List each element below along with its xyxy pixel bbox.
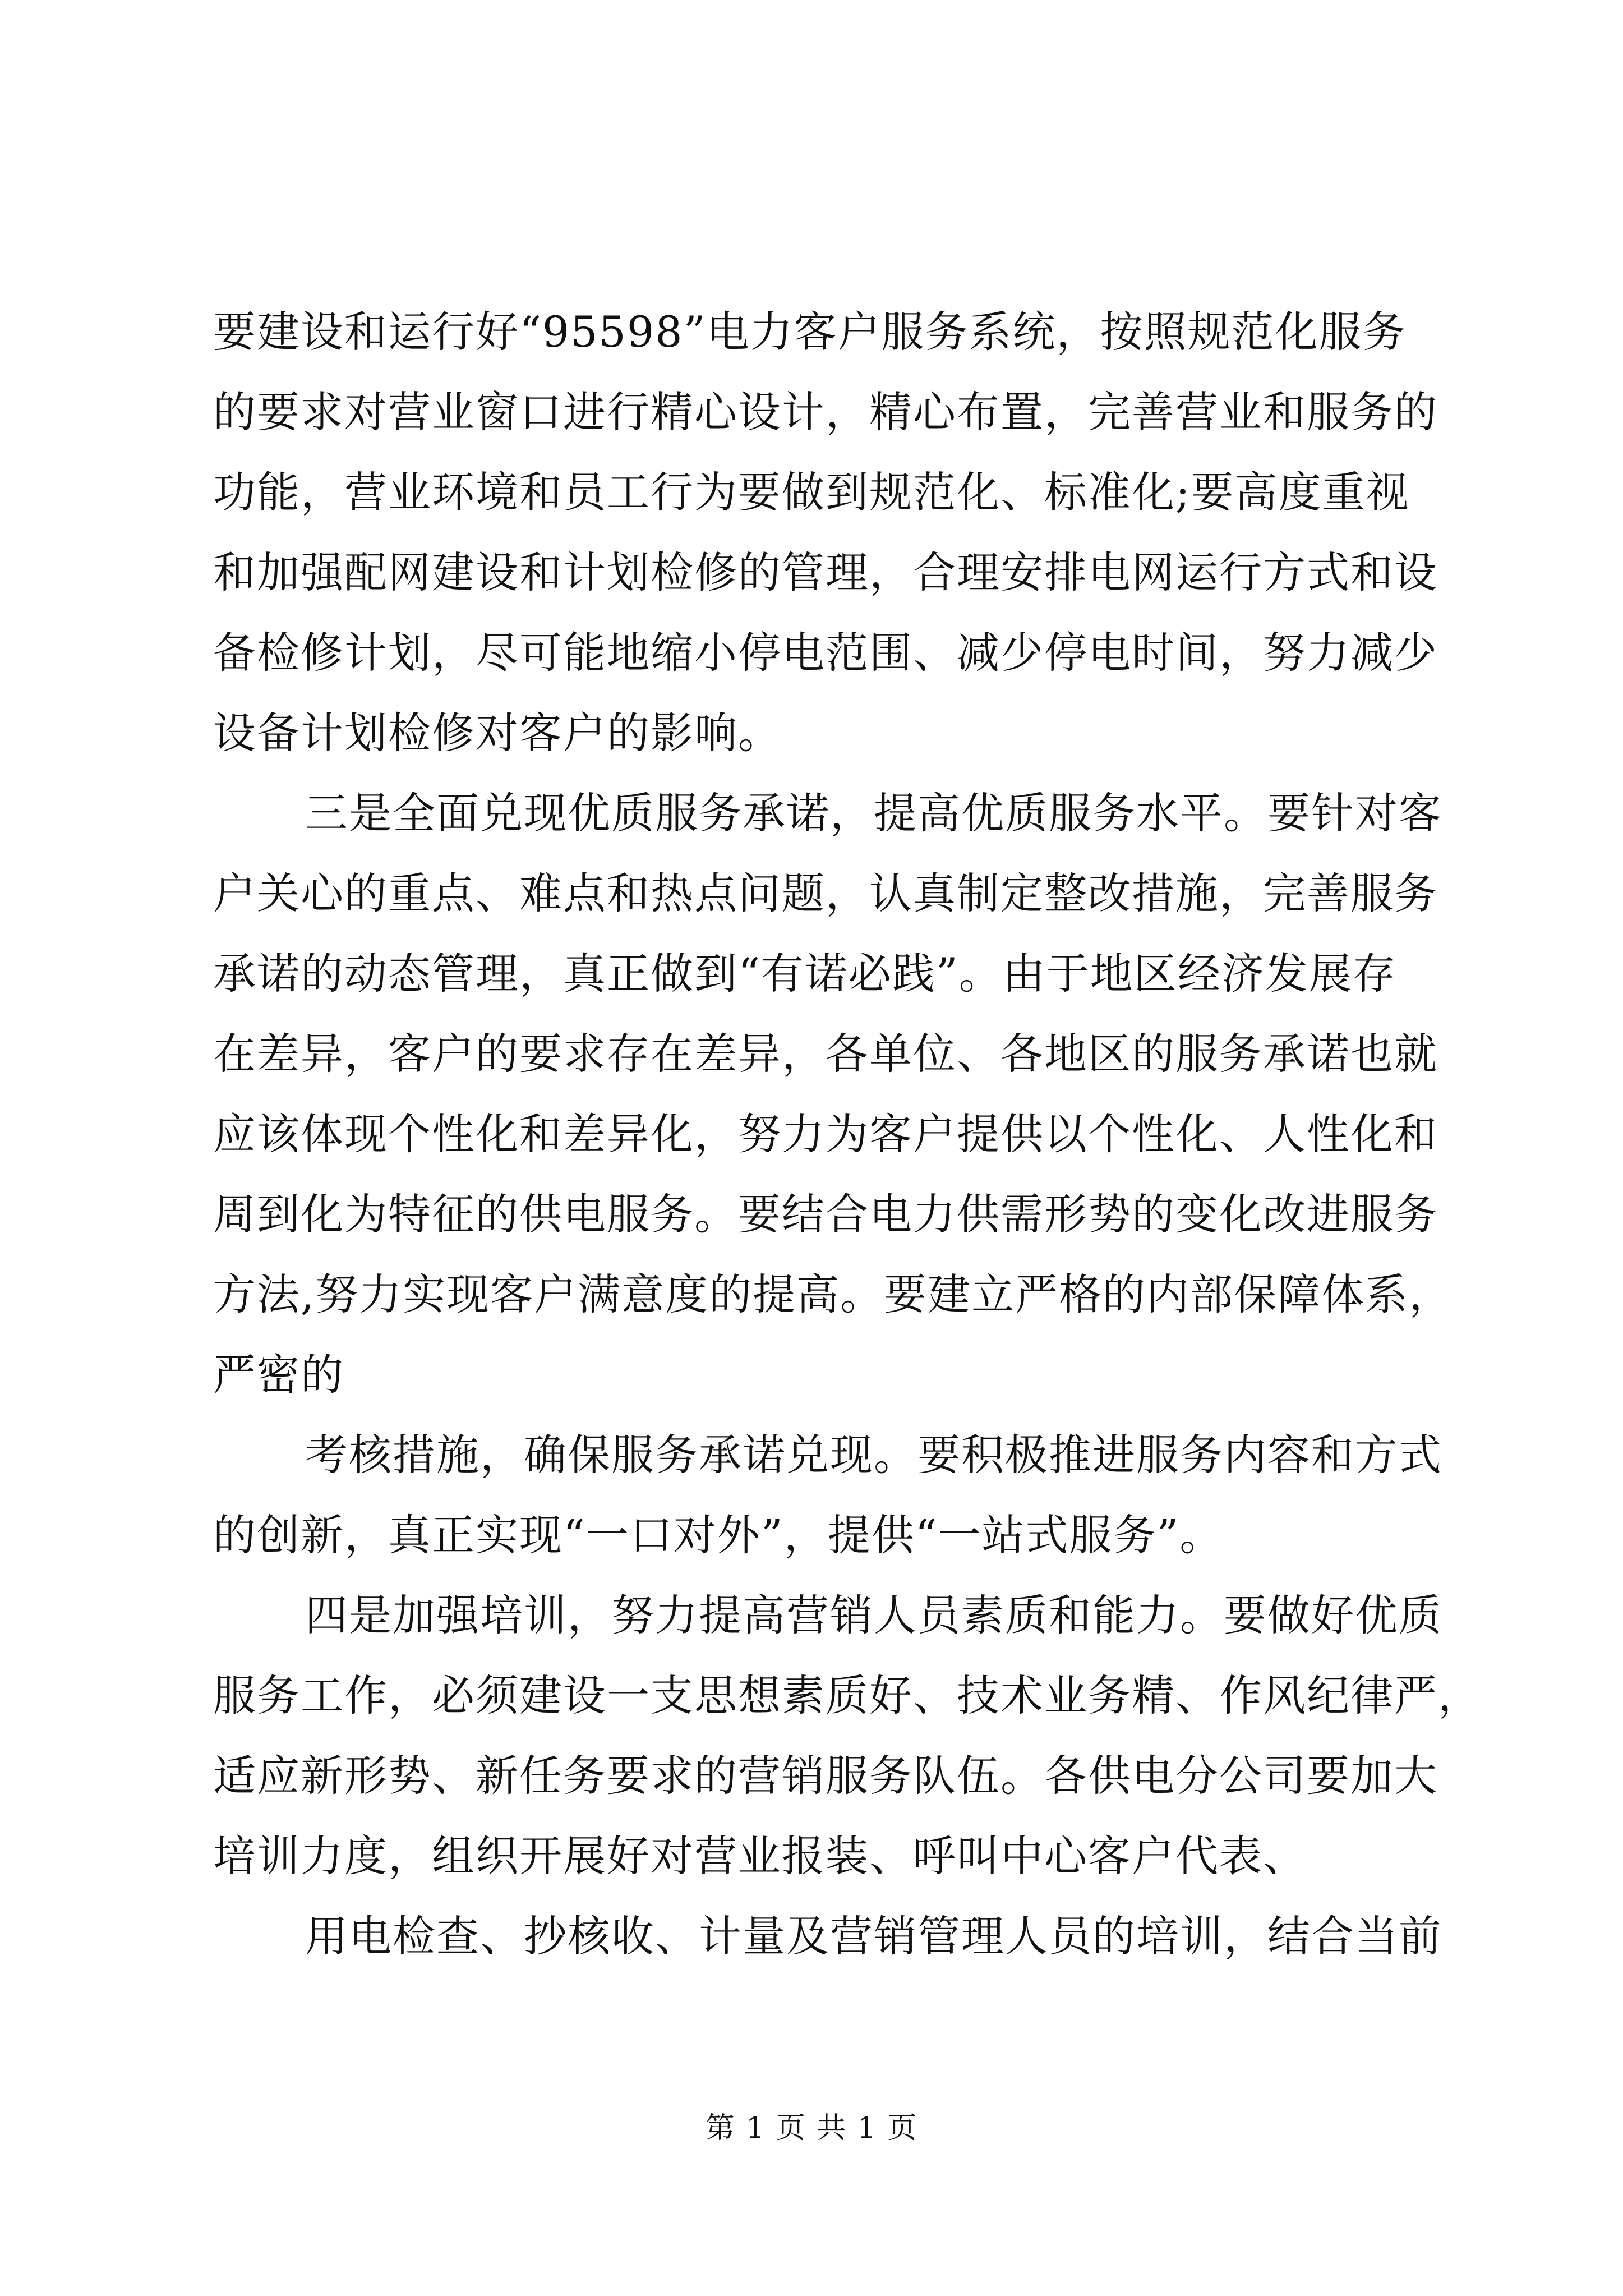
body-line: 和加强配网建设和计划检修的管理，合理安排电网运行方式和设 [213, 547, 1438, 597]
body-line: 周到化为特征的供电服务。要结合电力供需形势的变化改进服务 [213, 1189, 1438, 1239]
body-line: 备检修计划，尽可能地缩小停电范围、减少停电时间，努力减少 [213, 628, 1438, 678]
body-line: 严密的 [213, 1350, 344, 1400]
body-line: 户关心的重点、难点和热点问题，认真制定整改措施，完善服务 [213, 868, 1438, 918]
body-line: 在差异，客户的要求存在差异，各单位、各地区的服务承诺也就 [213, 1029, 1438, 1079]
body-line: 的要求对营业窗口进行精心设计，精心布置，完善营业和服务的 [213, 387, 1438, 437]
body-line: 的创新，真正实现“一口对外”，提供“一站式服务”。 [213, 1510, 1224, 1560]
body-line: 应该体现个性化和差异化，努力为客户提供以个性化、人性化和 [213, 1109, 1438, 1159]
body-line: 方法,努力实现客户满意度的提高。要建立严格的内部保障体系， [213, 1269, 1453, 1319]
document-body [213, 292, 1482, 1976]
paragraph-start-line: 考核措施，确保服务承诺兑现。要积极推进服务内容和方式 [305, 1430, 1442, 1480]
paragraph-start-line: 四是加强培训，努力提高营销人员素质和能力。要做好优质 [305, 1590, 1442, 1640]
body-line: 设备计划检修对客户的影响。 [213, 708, 782, 758]
body-line: 培训力度，组织开展好对营业报装、呼叫中心客户代表、 [213, 1831, 1307, 1881]
body-line: 适应新形势、新任务要求的营销服务队伍。各供电分公司要加大 [213, 1751, 1438, 1801]
paragraph-start-line: 三是全面兑现优质服务承诺，提高优质服务水平。要针对客 [305, 788, 1442, 838]
body-line: 承诺的动态管理，真正做到“有诺必践”。由于地区经济发展存 [213, 949, 1396, 999]
paragraph-start-line: 用电检查、抄核收、计量及营销管理人员的培训，结合当前 [305, 1911, 1442, 1961]
body-line: 服务工作，必须建设一支思想素质好、技术业务精、作风纪律严， [213, 1671, 1482, 1720]
body-line: 要建设和运行好“95598”电力客户服务系统，按照规范化服务 [213, 307, 1407, 357]
page-number-footer: 第 1 页 共 1 页 [705, 2111, 918, 2145]
body-line: 功能，营业环境和员工行为要做到规范化、标准化;要高度重视 [213, 467, 1410, 517]
